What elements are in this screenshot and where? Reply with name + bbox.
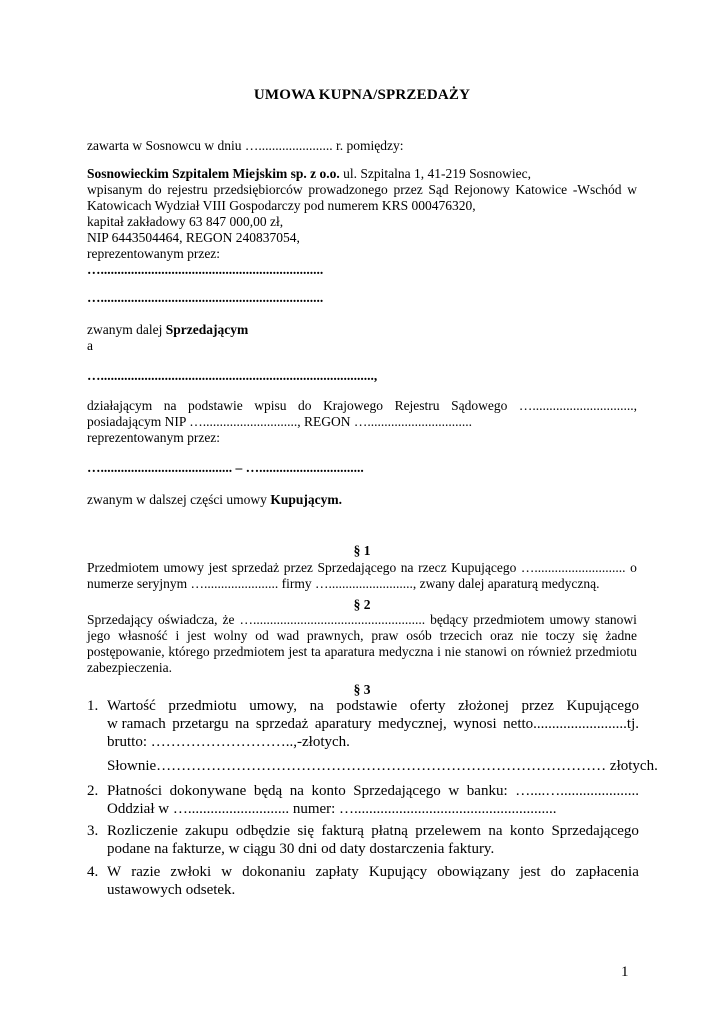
- word: złożonej: [458, 698, 509, 714]
- word: płatną: [371, 823, 408, 839]
- word: ta: [311, 644, 321, 659]
- buyer-krs-line: [87, 398, 637, 414]
- word: w: [221, 864, 233, 880]
- word: medycznej,: [378, 716, 447, 732]
- word: oferty: [409, 698, 446, 714]
- section-2-heading: § 2: [353, 597, 371, 612]
- word: podstawie: [336, 698, 398, 714]
- seller-registration-line-1: [87, 182, 637, 198]
- word: na: [235, 716, 250, 732]
- buyer-called-text: zwanym w dalszej części umowy: [87, 492, 271, 507]
- point-1-line-1: [107, 697, 639, 715]
- word: medyczna: [378, 644, 434, 659]
- word: trzecich: [439, 628, 483, 643]
- point-4-line-2: ustawowych odsetek.: [107, 882, 236, 898]
- word: Rejonowy: [454, 182, 510, 197]
- seller-represented-label: reprezentowanym przez:: [87, 246, 221, 261]
- word: konto: [509, 823, 545, 839]
- seller-nip-regon: NIP 6443504464, REGON 240837054,: [87, 230, 300, 245]
- word: na: [309, 698, 324, 714]
- word: postępowanie,: [87, 644, 165, 659]
- section-2-line-3: [87, 644, 637, 660]
- word: podstawie: [188, 398, 243, 413]
- word: …....….....................: [515, 783, 639, 799]
- word: Rejestru: [394, 398, 440, 413]
- word: praw: [371, 628, 399, 643]
- word: przez: [283, 560, 313, 575]
- word: …...................................................: [239, 612, 426, 627]
- word: nie: [444, 644, 462, 659]
- word: przedsiębiorców: [213, 182, 303, 197]
- word: sprzedaż: [231, 560, 280, 575]
- word: wpisanym: [87, 182, 143, 197]
- point-1-number: 1.: [87, 698, 99, 714]
- word: żadne: [605, 628, 637, 643]
- word: Sprzedający: [87, 612, 153, 627]
- word: Sprzedającego: [551, 823, 639, 839]
- word: umowy,: [249, 698, 298, 714]
- word: Katowice: [515, 182, 568, 197]
- word: aparatury: [314, 716, 372, 732]
- word: przetargu: [172, 716, 229, 732]
- buyer-nip-regon: posiadającym NIP …............................, REGON …...............................: [87, 414, 472, 429]
- word: działającym: [87, 398, 153, 413]
- word: i: [175, 628, 180, 643]
- word: odbędzie: [235, 823, 290, 839]
- point-2-line-1: [107, 782, 639, 800]
- word: zapłacenia: [575, 864, 639, 880]
- word: razie: [131, 864, 161, 880]
- buyer-called-line: [87, 492, 342, 508]
- word: rzecz: [418, 560, 447, 575]
- word: dokonywane: [169, 783, 247, 799]
- word: Przedmiotem: [87, 560, 159, 575]
- word: wpisu: [254, 398, 287, 413]
- word: przez: [521, 698, 554, 714]
- point-4-line-1: [107, 863, 639, 881]
- word: do: [148, 182, 162, 197]
- word: Kupującego: [451, 560, 517, 575]
- section-2-line-1: [87, 612, 637, 628]
- point-3-line-2: podane na fakturze, w ciągu 30 dni od daty dostarczenia faktury.: [107, 841, 495, 857]
- word: nie: [521, 628, 538, 643]
- word: zakupu: [185, 823, 229, 839]
- word: w ramach: [107, 716, 166, 732]
- seller-address: ul. Szpitalna 1, 41-219 Sosnowiec,: [339, 166, 531, 181]
- word: oświadcza,: [157, 612, 218, 627]
- word: się: [297, 823, 315, 839]
- section-1-heading: § 1: [353, 543, 371, 558]
- word: prowadzonego: [308, 182, 388, 197]
- word: Krajowego: [323, 398, 384, 413]
- word: rejestru: [167, 182, 208, 197]
- word: toczy: [545, 628, 575, 643]
- word: również: [528, 644, 572, 659]
- seller-name-line: [87, 166, 531, 182]
- word: zwłoki: [170, 864, 212, 880]
- word: Kupującego: [566, 698, 639, 714]
- word: od: [255, 628, 269, 643]
- section-1-line-2: numerze seryjnym …...................... firmy …........................., zwany dalej aparaturą medyczną.: [87, 576, 600, 591]
- word: jest: [288, 644, 308, 659]
- word: do: [298, 398, 312, 413]
- word: własność: [118, 628, 168, 643]
- word: przez: [393, 182, 423, 197]
- word: na: [488, 823, 503, 839]
- word: przedmiotu: [575, 644, 637, 659]
- word: …..............................,: [518, 398, 637, 413]
- word: banku:: [466, 783, 508, 799]
- word: jego: [87, 628, 111, 643]
- section-2-line-2: [87, 628, 637, 644]
- seller-representative-2: …..................................................................: [87, 290, 324, 305]
- word: Płatności: [107, 783, 162, 799]
- word: będący: [430, 612, 469, 627]
- word: że: [222, 612, 235, 627]
- word: w: [448, 783, 460, 799]
- word: którego: [168, 644, 210, 659]
- word: Kupujący: [368, 864, 428, 880]
- word: osób: [406, 628, 432, 643]
- section-1-line-1: [87, 560, 637, 576]
- word: na: [289, 783, 304, 799]
- and-word: a: [87, 338, 93, 353]
- buyer-representative: …....................................... – …...............................: [87, 460, 364, 475]
- word: przedmiotem: [473, 612, 545, 627]
- word: Sprzedającego: [353, 783, 441, 799]
- point-2-number: 2.: [87, 783, 99, 799]
- point-1-line-3: brutto: ………………………..,-złotych.: [107, 734, 350, 750]
- word: jest: [519, 864, 541, 880]
- seller-name: Sosnowieckim Szpitalem Miejskim sp. z o.o.: [87, 166, 340, 181]
- word: jest: [208, 560, 228, 575]
- seller-representative-1: …..................................................................: [87, 262, 324, 277]
- word: Rozliczenie: [107, 823, 178, 839]
- word: aparatura: [324, 644, 375, 659]
- page-number: 1: [621, 964, 629, 980]
- buyer-role: Kupującym.: [270, 492, 342, 507]
- buyer-represented-label: reprezentowanym przez:: [87, 430, 221, 445]
- word: umowy: [549, 612, 590, 627]
- word: W: [107, 864, 122, 880]
- word: umowy: [163, 560, 205, 575]
- word: do: [550, 864, 566, 880]
- word: konto: [311, 783, 346, 799]
- word: w: [627, 182, 637, 197]
- section-3-heading: § 3: [353, 682, 371, 697]
- word: stanowi: [594, 612, 637, 627]
- word: na: [163, 398, 177, 413]
- section-2-line-4: zabezpieczenia.: [87, 660, 173, 675]
- word: netto.........................tj.: [503, 716, 639, 732]
- buyer-name-line: ….................................................................................,: [87, 368, 378, 383]
- word: sprzedaż: [255, 716, 309, 732]
- point-4-number: 4.: [87, 864, 99, 880]
- word: się: [582, 628, 598, 643]
- amount-in-words-line: Słownie……………………………………………………………………………… złotych.: [107, 758, 658, 774]
- word: o: [630, 560, 637, 575]
- word: przelewem: [415, 823, 482, 839]
- point-3-number: 3.: [87, 823, 99, 839]
- word: Sąd: [428, 182, 449, 197]
- word: fakturą: [321, 823, 364, 839]
- word: przedmiotem: [213, 644, 285, 659]
- word: stanowi: [464, 644, 507, 659]
- word: i: [437, 644, 441, 659]
- word: Sądowego: [451, 398, 508, 413]
- seller-registration-line-2: Katowicach Wydział VIII Gospodarczy pod numerem KRS 000476320,: [87, 198, 476, 213]
- word: dokonaniu: [242, 864, 306, 880]
- word: …...........................: [520, 560, 626, 575]
- word: przedmiotu: [168, 698, 237, 714]
- word: wynosi: [453, 716, 497, 732]
- word: jest: [187, 628, 206, 643]
- word: będą: [253, 783, 283, 799]
- word: -Wschód: [572, 182, 622, 197]
- word: Wartość: [107, 698, 156, 714]
- seller-capital: kapitał zakładowy 63 847 000,00 zł,: [87, 214, 284, 229]
- word: wolny: [213, 628, 248, 643]
- word: obowiązany: [437, 864, 510, 880]
- word: oraz: [490, 628, 514, 643]
- word: prawnych,: [306, 628, 364, 643]
- point-3-line-1: [107, 822, 639, 840]
- intro-line: zawarta w Sosnowcu w dniu …...................... r. pomiędzy:: [87, 138, 404, 153]
- point-2-line-2: Oddział w …........................... numer: …......................................................: [107, 801, 557, 817]
- seller-called-text: zwanym dalej: [87, 322, 166, 337]
- point-1-line-2: [107, 715, 639, 733]
- word: Sprzedającego: [317, 560, 397, 575]
- seller-role: Sprzedającym: [165, 322, 249, 337]
- word: na: [400, 560, 414, 575]
- seller-called-line: [87, 322, 248, 338]
- word: on: [510, 644, 525, 659]
- word: zapłaty: [315, 864, 359, 880]
- document-title: UMOWA KUPNA/SPRZEDAŻY: [253, 87, 471, 103]
- word: wad: [276, 628, 300, 643]
